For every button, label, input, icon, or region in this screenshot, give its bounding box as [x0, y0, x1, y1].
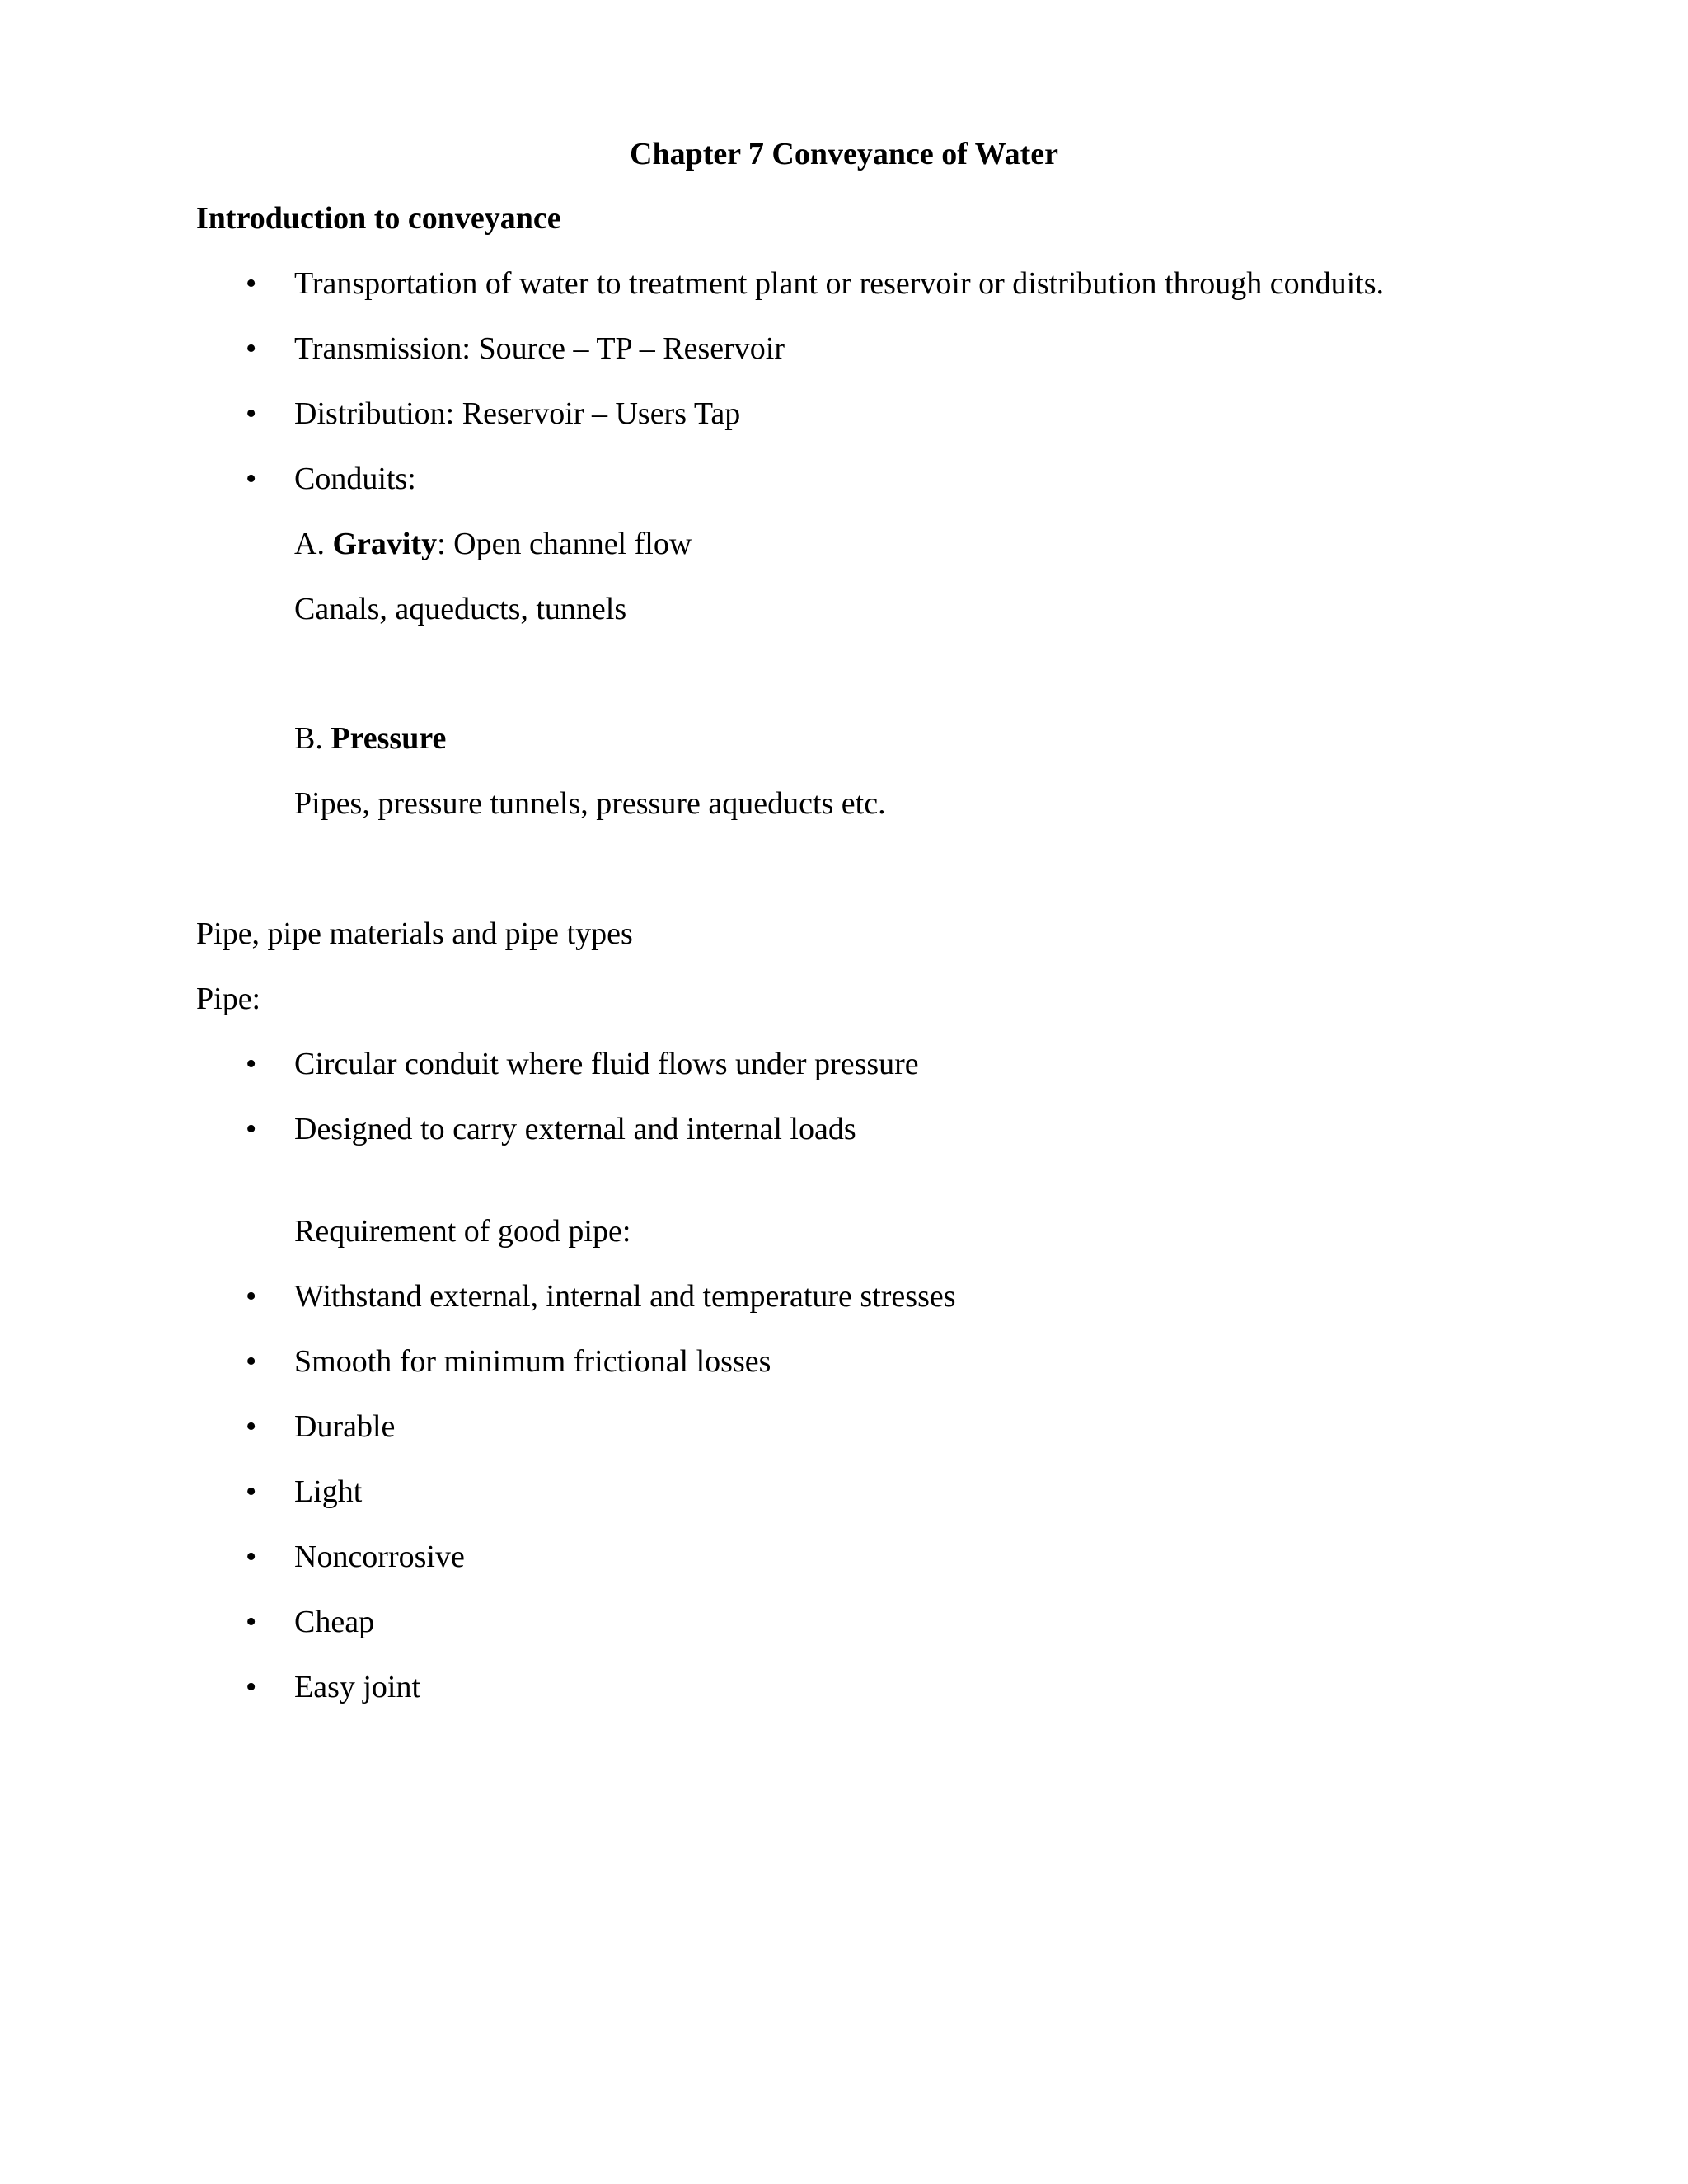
intro-heading: Introduction to conveyance — [196, 201, 561, 236]
conduit-prefix: B. — [294, 721, 331, 756]
list-item: Smooth for minimum frictional losses — [294, 1344, 771, 1379]
conduit-pressure-line — [294, 723, 446, 754]
list-item: Easy joint — [294, 1670, 421, 1704]
bullet-glyph: • — [246, 1279, 257, 1314]
pipe-label: Pipe: — [196, 982, 261, 1016]
bullet-glyph: • — [246, 396, 257, 431]
bullet-glyph: • — [246, 1474, 257, 1509]
conduit-description: : Open channel flow — [437, 527, 692, 561]
conduit-prefix: A. — [294, 527, 333, 561]
requirements-label: Requirement of good pipe: — [294, 1214, 631, 1249]
bullet-glyph: • — [246, 1670, 257, 1704]
list-item: Cheap — [294, 1605, 375, 1639]
bullet-glyph: • — [246, 331, 257, 366]
list-item: Noncorrosive — [294, 1540, 465, 1574]
list-item: Distribution: Reservoir – Users Tap — [294, 396, 741, 431]
section-title-pipes: Pipe, pipe materials and pipe types — [196, 916, 633, 951]
list-item: Conduits: — [294, 462, 416, 496]
list-item: Transmission: Source – TP – Reservoir — [294, 331, 785, 366]
bullet-glyph: • — [246, 1047, 257, 1081]
conduit-type-pressure: Pressure — [331, 721, 447, 756]
list-item: Transportation of water to treatment plant or reservoir or distribution through conduits. — [294, 266, 1385, 301]
conduit-gravity-line — [294, 528, 692, 560]
bullet-glyph: • — [246, 1409, 257, 1444]
bullet-glyph: • — [246, 1605, 257, 1639]
bullet-glyph: • — [246, 266, 257, 301]
bullet-glyph: • — [246, 462, 257, 496]
list-item: Circular conduit where fluid flows under pressure — [294, 1047, 919, 1081]
conduit-pressure-examples: Pipes, pressure tunnels, pressure aqueducts etc. — [294, 786, 886, 821]
page-title: Chapter 7 Conveyance of Water — [630, 137, 1058, 171]
bullet-glyph: • — [246, 1540, 257, 1574]
list-item: Durable — [294, 1409, 396, 1444]
conduit-gravity-examples: Canals, aqueducts, tunnels — [294, 592, 627, 626]
list-item: Light — [294, 1474, 363, 1509]
conduit-type-gravity: Gravity — [332, 527, 438, 561]
bullet-glyph: • — [246, 1344, 257, 1379]
list-item: Withstand external, internal and temperature stresses — [294, 1279, 956, 1314]
list-item: Designed to carry external and internal loads — [294, 1112, 856, 1146]
bullet-glyph: • — [246, 1112, 257, 1146]
